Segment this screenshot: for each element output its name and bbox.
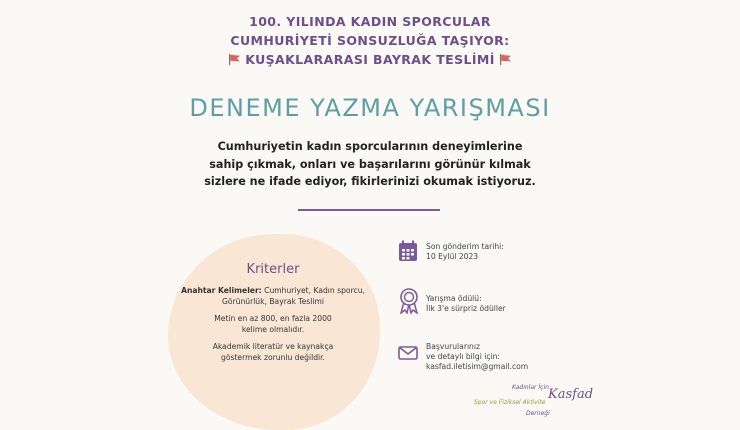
award-label: Yarışma ödülü: [426, 294, 482, 303]
contact-email[interactable]: kasfad.iletisim@gmail.com [426, 362, 529, 371]
flag-icon [499, 54, 512, 65]
criteria-literature-line-1: Akademik literatür ve kaynakça [212, 342, 334, 351]
criteria-title: Kriterler [246, 262, 300, 277]
deadline-value: 10 Eylül 2023 [426, 252, 479, 261]
intro-line-3: sizlere ne ifade ediyor, fikirlerinizi okumak istiyoruz. [204, 175, 536, 188]
page-title: DENEME YAZMA YARIŞMASI [189, 94, 551, 122]
criteria-keywords-value: Cumhuriyet, Kadın sporcu, [261, 286, 365, 295]
envelope-icon [398, 340, 418, 362]
intro-text [0, 138, 740, 191]
award-text [426, 294, 506, 314]
divider [298, 209, 440, 211]
header-line-1: 100. YILINDA KADIN SPORCULAR [249, 14, 491, 29]
intro-line-2: sahip çıkmak, onları ve başarılarını görünür kılmak [209, 157, 531, 171]
criteria-keywords [180, 285, 366, 307]
header-line-2: CUMHURİYETİ SONSUZLUĞA TAŞIYOR: [230, 33, 510, 48]
contact-text [426, 342, 528, 372]
criteria-length-line-2: kelime olmalıdır. [241, 325, 305, 334]
calendar-icon [398, 240, 418, 262]
criteria-length-line-1: Metin en az 800, en fazla 2000 [214, 314, 332, 323]
contact-line-1: Başvurularınız [426, 342, 480, 351]
criteria-keywords-value-2: Görünürlük, Bayrak Teslimi [221, 297, 324, 306]
deadline-text [426, 242, 504, 262]
logo-brand: Kasfad [548, 387, 594, 402]
header-line-3 [0, 50, 740, 69]
criteria-literature [180, 341, 366, 363]
logo-line-2: Spor ve Fiziksel Aktivite [474, 399, 546, 406]
deadline-label: Son gönderim tarihi: [426, 242, 504, 251]
award-value: İlk 3'e sürpriz ödüller [426, 304, 506, 313]
criteria-length [180, 313, 366, 335]
award-medal-icon [398, 288, 420, 314]
criteria-literature-line-2: göstermek zorunlu değildir. [221, 353, 325, 362]
logo-line-1: Kadınlar İçin [512, 384, 549, 391]
logo-line-3: Derneği [526, 410, 550, 417]
intro-line-1: Cumhuriyetin kadın sporcularının deneyimlerine [217, 140, 523, 153]
criteria-panel [180, 262, 366, 369]
header-line-3-text: KUŞAKLARARASI BAYRAK TESLİMİ [245, 52, 495, 67]
criteria-keywords-label: Anahtar Kelimeler: [181, 286, 262, 295]
flag-icon [228, 54, 241, 65]
contact-line-2: ve detaylı bilgi için: [426, 352, 500, 361]
event-header [0, 12, 740, 69]
kasfad-logo [474, 384, 614, 417]
